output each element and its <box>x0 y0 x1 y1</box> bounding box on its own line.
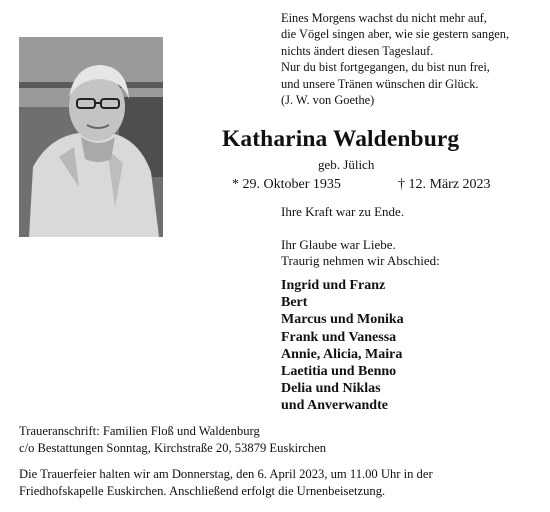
mourner-entry: Marcus und Monika <box>281 312 404 328</box>
service-line: Friedhofskapelle Euskirchen. Anschließend erfolgt die Urnenbeisetzung. <box>19 483 386 498</box>
poem <box>281 10 541 108</box>
mourner-entry: Ingrid und Franz <box>281 278 386 293</box>
deceased-name: Katharina Waldenburg <box>222 126 460 152</box>
life-dates <box>232 177 532 197</box>
poem-line: die Vögel singen aber, wie sie gestern sangen, <box>281 27 510 42</box>
mourner-entry: und Anverwandte <box>281 398 388 414</box>
mourner-entry: Laetitia und Benno <box>281 364 397 380</box>
text-line: Ihr Glaube war Liebe. <box>281 236 396 252</box>
death-date: † 12. März 2023 <box>398 177 491 192</box>
text-line-spacer <box>281 221 440 237</box>
service-info <box>19 466 433 499</box>
mourner-entry: Frank und Vanessa <box>281 329 397 345</box>
poem-line: und unsere Tränen wünschen dir Glück. <box>281 76 479 91</box>
mourner-entry: Delia und Niklas <box>281 381 381 397</box>
text-line: Traurig nehmen wir Abschied: <box>281 253 440 269</box>
maiden-name: geb. Jülich <box>318 157 375 172</box>
address-line: c/o Bestattungen Sonntag, Kirchstraße 20, 53879 Euskirchen <box>19 440 327 455</box>
mourner-entry: Bert <box>281 295 308 311</box>
portrait-image <box>19 37 163 237</box>
service-line: Die Trauerfeier halten wir am Donnerstag, den 6. April 2023, um 11.00 Uhr in der <box>19 467 433 481</box>
address-line: Traueranschrift: Familien Floß und Waldenburg <box>19 424 260 438</box>
poem-line: Eines Morgens wachst du nicht mehr auf, <box>281 11 487 25</box>
mourning-address <box>19 423 326 456</box>
mourners-list <box>281 277 404 415</box>
mourner-entry: Annie, Alicia, Maira <box>281 346 403 362</box>
text-line: Ihre Kraft war zu Ende. <box>281 204 405 219</box>
poem-line: Nur du bist fortgegangen, du bist nun frei, <box>281 60 490 75</box>
portrait-photo <box>19 37 163 237</box>
birth-date: * 29. Oktober 1935 <box>232 177 341 192</box>
poem-author: (J. W. von Goethe) <box>281 93 375 108</box>
poem-line: nichts ändert diesen Tageslauf. <box>281 43 434 58</box>
farewell-text <box>281 204 440 270</box>
